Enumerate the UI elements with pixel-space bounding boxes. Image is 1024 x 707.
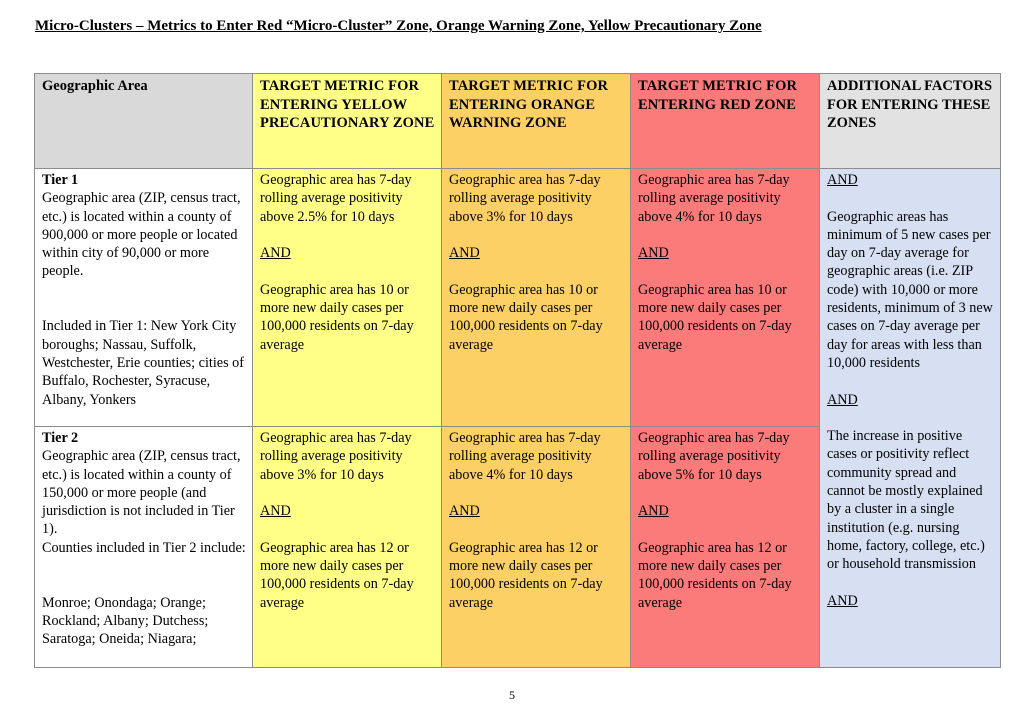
tier-2-yellow-positivity: Geographic area has 7-day rolling average positivity above 3% for 10 days: [260, 430, 412, 483]
tier-1-orange-and: AND: [449, 245, 480, 262]
tier-1-orange-positivity: Geographic area has 7-day rolling average positivity above 3% for 10 days: [449, 172, 601, 225]
tier-1-red-and: AND: [638, 245, 669, 262]
tier-1-geo-cell: [35, 169, 253, 427]
table-header-row: [35, 74, 1001, 169]
tier-1-red-cell: [631, 169, 820, 427]
tier-1-yellow-cases: Geographic area has 10 or more new daily cases per 100,000 residents on 7-day average: [260, 281, 414, 353]
tier-1-description: Geographic area (ZIP, census tract, etc.) is located within a county of 900,000 or more people or located within city of 90,000 or more people.: [42, 190, 241, 280]
additional-and-1: AND: [827, 172, 858, 188]
tier-2-red-and: AND: [638, 503, 669, 520]
tier-1-included: Included in Tier 1: New York City boroughs; Nassau, Suffolk, Westchester, Erie counties; cities of Buffalo, Rochester, Syracuse, Albany, Yonkers: [42, 318, 244, 408]
additional-and-3: AND: [827, 592, 858, 609]
tier-2-yellow-cell: [253, 427, 442, 668]
tier-2-label: Tier 2: [42, 430, 79, 446]
additional-factor-community-spread: The increase in positive cases or positivity reflect community spread and cannot be mostly explained by a cluster in a single institution (e.g. nursing home, factory, college, etc.) or household transmission: [827, 428, 985, 573]
additional-and-2: AND: [827, 391, 858, 408]
tier-2-red-cell: [631, 427, 820, 668]
tier-2-orange-cases: Geographic area has 12 or more new daily cases per 100,000 residents on 7-day average: [449, 539, 603, 611]
tier-2-counties: Monroe; Onondaga; Orange; Rockland; Albany; Dutchess; Saratoga; Oneida; Niagara;: [42, 594, 209, 648]
tier-2-red-cases: Geographic area has 12 or more new daily cases per 100,000 residents on 7-day average: [638, 539, 792, 611]
header-yellow-zone: TARGET METRIC FOR ENTERING YELLOW PRECAUTIONARY ZONE: [253, 74, 442, 169]
tier-2-counties-intro: Counties included in Tier 2 include:: [42, 539, 246, 556]
header-geographic-area: Geographic Area: [35, 74, 253, 169]
tier-1-row: [35, 169, 1001, 427]
tier-1-label: Tier 1: [42, 172, 79, 188]
header-orange-zone: TARGET METRIC FOR ENTERING ORANGE WARNING ZONE: [442, 74, 631, 169]
tier-1-yellow-and: AND: [260, 245, 291, 262]
page-number: 5: [509, 688, 515, 702]
tier-1-yellow-positivity: Geographic area has 7-day rolling average positivity above 2.5% for 10 days: [260, 172, 412, 225]
tier-1-yellow-cell: [253, 169, 442, 427]
tier-2-orange-and: AND: [449, 503, 480, 520]
micro-cluster-metrics-table: [34, 73, 1001, 668]
tier-1-red-positivity: Geographic area has 7-day rolling average positivity above 4% for 10 days: [638, 172, 790, 225]
header-red-zone: TARGET METRIC FOR ENTERING RED ZONE: [631, 74, 820, 169]
tier-2-orange-cell: [442, 427, 631, 668]
tier-2-red-positivity: Geographic area has 7-day rolling average positivity above 5% for 10 days: [638, 430, 790, 483]
tier-1-orange-cell: [442, 169, 631, 427]
tier-2-geo-cell: [35, 427, 253, 668]
tier-2-orange-positivity: Geographic area has 7-day rolling average positivity above 4% for 10 days: [449, 430, 601, 483]
tier-2-yellow-and: AND: [260, 503, 291, 520]
tier-2-yellow-cases: Geographic area has 12 or more new daily cases per 100,000 residents on 7-day average: [260, 539, 414, 611]
tier-1-orange-cases: Geographic area has 10 or more new daily cases per 100,000 residents on 7-day average: [449, 281, 603, 353]
header-additional-factors: ADDITIONAL FACTORS FOR ENTERING THESE ZONES: [820, 74, 1001, 169]
document-title: Micro-Clusters – Metrics to Enter Red “Micro-Cluster” Zone, Orange Warning Zone, Yellow Precautionary Zone: [35, 18, 762, 34]
additional-factor-case-minimum: Geographic areas has minimum of 5 new cases per day on 7-day average for geographic areas (i.e. ZIP code) with 10,000 or more residents, minimum of 3 new cases on 7-day average per day for areas with less than 10,000 residents: [827, 208, 993, 371]
tier-1-red-cases: Geographic area has 10 or more new daily cases per 100,000 residents on 7-day average: [638, 281, 792, 353]
additional-factors-cell: [820, 169, 1001, 668]
tier-2-description: Geographic area (ZIP, census tract, etc.) is located within a county of 150,000 or more people (and jurisdiction is not included in Tier 1).: [42, 448, 241, 538]
